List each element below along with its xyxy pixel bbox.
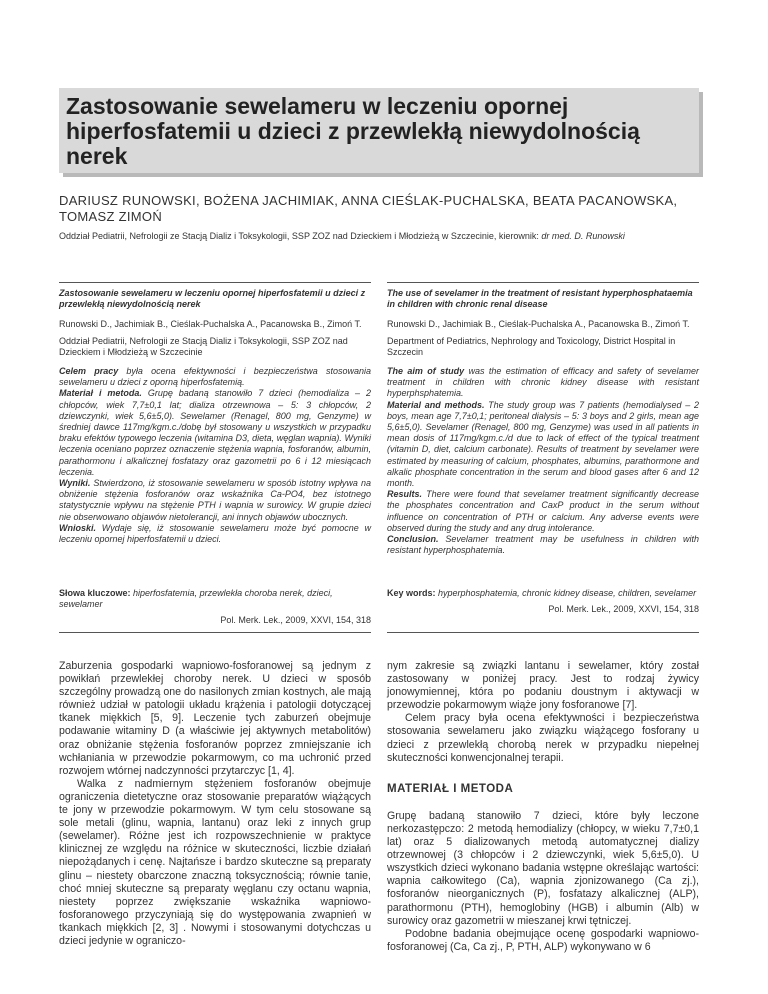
abstract-en-keywords-label: Key words: xyxy=(387,588,436,598)
abstract-en-conclusion-label: Conclusion. xyxy=(387,534,439,545)
body-paragraph: Podobne badania obejmujące ocenę gospodarki wapniowo-fosforanowej (Ca, Ca zj., P, PTH, ALP) wykonywano w 6 xyxy=(387,927,699,953)
body-paragraph: Walka z nadmiernym stężeniem fosforanów obejmuje ograniczenia dietetyczne oraz stosowanie preparatów wiążących te jony w przewodzie pokarmowym. W tym celu stosowane są sole metali (glinu, wapnia, lantanu) oraz leki z innych grup (sewelamer). Różne jest ich rozpowszechnienie w praktyce klinicznej ze względu na różnice w skuteczności, liczbie działań niepożądanych i cenę. Najtańsze i bardzo skuteczne są preparaty glinu – niestety obarczone znaczną toksycznością; równie tanie, choć mniej skuteczne są preparaty węglanu czy octanu wapnia, niestety poprzez zwiększanie wskaźnika wapniowo-fosforanowego przyczyniają się do występowania zwapnień w tkankach miękkich [2, 3] . Nowymi i stosowanymi dotychczas u dzieci jedynie w ograniczo- xyxy=(59,777,371,947)
abstract-pl-citation: Pol. Merk. Lek., 2009, XXVI, 154, 318 xyxy=(220,615,371,626)
article-authors: DARIUSZ RUNOWSKI, BOŻENA JACHIMIAK, ANNA CIEŚLAK-PUCHALSKA, BEATA PACANOWSKA, TOMASZ ZIMOŃ xyxy=(59,193,678,224)
abstract-pl-conclusions: Wydaje się, iż stosowanie sewelameru może być pomocne w leczeniu opornej hiperfosfatemii u dzieci. xyxy=(59,522,371,545)
abstract-en-citation: Pol. Merk. Lek., 2009, XXVI, 154, 318 xyxy=(548,604,699,615)
abstract-pl-methods: Grupę badaną stanowiło 7 dzieci (hemodializa – 2 chłopców, wiek 7,7±0,1 lat; dializa otrzewnowa – 5: 3 chłopców, 2 dziewczynki, wiek 5,6±5,0). Sewelamer (Renagel, 800 mg, Genzyme) w średniej dawce 117mg/kgm.c./dobę był stosowany u wszystkich w przypadku braku efektów typowego leczenia (witamina D3, dieta, węglan wapnia). Wyniki leczenia oceniano poprzez oznaczenie stężenia wapnia, fosforanów, albumin, parathormonu i alkalicznej fosfatazy oraz gazometrii po 6 i 12 miesiącach leczenia. xyxy=(59,388,371,477)
abstract-pl-body xyxy=(59,366,371,545)
abstract-en-keywords-text: hyperphosphatemia, chronic kidney disease, children, sevelamer xyxy=(435,588,697,598)
abstract-pl-conclusions-label: Wnioski. xyxy=(59,522,97,533)
abstract-en-authors: Runowski D., Jachimiak B., Cieślak-Puchalska A., Pacanowska B., Zimoń T. xyxy=(387,319,690,330)
body-paragraph: Celem pracy była ocena efektywności i bezpieczeństwa stosowania sewelameru jako związku wiążącego fosforany u dzieci z przewlekłą chorobą nerek w przypadku niepełnej skuteczności konwencjonalnej terapii. xyxy=(387,712,699,764)
abstract-en-aim-label: The aim of study xyxy=(387,366,465,377)
abstract-pl-title: Zastosowanie sewelameru w leczeniu opornej hiperfosfatemii u dzieci z przewlekłą niewydolnością nerek xyxy=(59,288,366,310)
abstract-en-methods-label: Material and methods. xyxy=(387,399,485,410)
body-paragraph: Grupę badaną stanowiło 7 dzieci, które były leczone nerkozastępczo: 2 metodą hemodializy (chłopcy, w wieku 7,7±0,1 lat) oraz 5 dializowanych metodą automatycznej dializy otrzewnowej (3 chłopców i 2 dziewczynki, wiek 5,6±5,0). U wszystkich dzieci wykonano badania wstępne określając wartości: wapnia całkowitego (Ca), wapnia zjonizowanego (Ca zj.), fosforanów nieorganicznych (P), fosfatazy alkalicznej (ALP), parathormonu (PTH), hemoglobiny (HGB) i albumin (Alb) w surowicy oraz gazometrii w mieszanej krwi tętniczej. xyxy=(387,809,699,927)
abstract-en-methods: The study group was 7 patients (hemodialysed – 2 boys, mean age 7,7±0,1; peritoneal dialysis – 5: 3 boys and 2 girls, mean age 5,6±5,0). Sevelamer (Renagel, 800 mg, Genzyme) was used in all patients in mean dosis of 117mg/kgm.c./d due to lack of effect of the typical treatment (vitamin D, diet, calcium carbonate). Results of treatment by sevelamer were estimated by measuring of calcium, phosphates, albumins, parathormone and alkalic phosphate concentration in the serum and blood gases after 6 and 12 month. xyxy=(387,399,699,489)
abstract-pl-keywords-text: hiperfosfatemia, przewlekła choroba nerek, dzieci, sewelamer xyxy=(59,588,333,610)
section-heading: MATERIAŁ I METODA xyxy=(387,782,514,795)
abstract-en xyxy=(387,288,699,556)
abstract-pl-keywords-label: Słowa kluczowe: xyxy=(59,588,131,598)
abstract-en-conclusion: Sevelamer treatment may be usefulness in children with resistant hyperphosphatemia. xyxy=(387,534,699,556)
abstract-en-keywords xyxy=(387,588,699,599)
body-right-column xyxy=(387,660,699,954)
article-title: Zastosowanie sewelameru w leczeniu opornej hiperfosfatemii u dzieci z przewlekłą niewydolnością nerek xyxy=(66,93,640,169)
body-paragraph: nym zakresie są związki lantanu i sewelamer, który został zastosowany w poniżej pracy. Jest to rodzaj żywicy jonowymiennej, która po podaniu doustnym i aktywacji w przewodzie pokarmowym wiąże jony fosforanowe [7]. xyxy=(387,660,699,712)
abstract-pl-authors: Runowski D., Jachimiak B., Cieślak-Puchalska A., Pacanowska B., Zimoń T. xyxy=(59,319,362,330)
abstract-pl-bottom-rule xyxy=(59,632,371,633)
abstract-pl xyxy=(59,288,371,545)
abstract-en-title: The use of sevelamer in the treatment of resistant hyperphosphataemia in children with chronic renal disease xyxy=(387,288,693,310)
abstract-pl-results-label: Wyniki. xyxy=(59,478,91,489)
abstract-en-results-label: Results. xyxy=(387,489,423,500)
abstract-pl-methods-label: Materiał i metoda. xyxy=(59,388,142,399)
abstract-pl-aim-label: Celem pracy xyxy=(59,366,119,377)
abstract-en-affiliation: Department of Pediatrics, Nephrology and Toxicology, District Hospital in Szczecin xyxy=(387,335,676,357)
abstract-en-body xyxy=(387,366,699,556)
affiliation-text: Oddział Pediatrii, Nefrologii ze Stacją Dializ i Toksykologii, SSP ZOZ nad Dzieckiem i Młodzieżą w Szczecinie, kierownik: xyxy=(59,231,542,241)
body-left-column xyxy=(59,660,371,948)
abstract-en-results: There were found that sevelamer treatment significantly decrease the phosphates concentration and CaxP product in the serum without influence on concentration of PTH or calcium. Any adverse events were observed during the study and any drug intolerance. xyxy=(387,489,699,533)
abstract-pl-aim: była ocena efektywności i bezpieczeństwa stosowania sewelameru u dzieci z oporną hiperfosfatemią. xyxy=(59,366,372,388)
article-affiliation xyxy=(59,230,719,242)
abstract-en-bottom-rule xyxy=(387,632,699,633)
abstract-pl-top-rule xyxy=(59,282,371,283)
abstract-pl-keywords-block xyxy=(59,588,371,632)
abstract-en-top-rule xyxy=(387,282,699,283)
abstract-pl-results: Stwierdzono, iż stosowanie sewelameru w sposób istotny wpływa na obniżenie stężenia fosforanów oraz wskaźnika Ca-PO4, bez istotnego statystycznie wpływu na stężenie PTH i wapnia w surowicy. W grupie dzieci nie obserwowano objawów nietolerancji, ani innych objawów ubocznych. xyxy=(59,478,371,522)
abstract-en-keywords-block xyxy=(387,588,699,620)
body-paragraph: Zaburzenia gospodarki wapniowo-fosforanowej są jednym z powikłań przewlekłej choroby nerek. U dzieci w sposób szczególny prowadzą one do nasilonych zmian kostnych, ale mają również udział w patologii układu krążenia i patologii dotyczącej tkanek miękkich [5, 9]. Leczenie tych zaburzeń obejmuje podawanie witaminy D (a właściwie jej aktywnych metabolitów) oraz obniżanie stężenia fosforanów poprzez zmniejszanie ich wchłaniania w przewodzie pokarmowym, co ma uchronić przed rozwojem wtórnej nadczynności przytarczyc [1, 4]. xyxy=(59,660,371,777)
affiliation-head: dr med. D. Runowski xyxy=(541,231,625,241)
abstract-pl-keywords xyxy=(59,588,371,610)
abstract-en-aim: was the estimation of efficacy and safety of sevelamer treatment in children with chronic kidney disease with resistant hyperphsphatemia. xyxy=(387,366,699,399)
abstract-pl-affiliation: Oddział Pediatrii, Nefrologii ze Stacją Dializ i Toksykologii, SSP ZOZ nad Dzieckiem i Młodzieżą w Szczecinie xyxy=(59,335,348,357)
